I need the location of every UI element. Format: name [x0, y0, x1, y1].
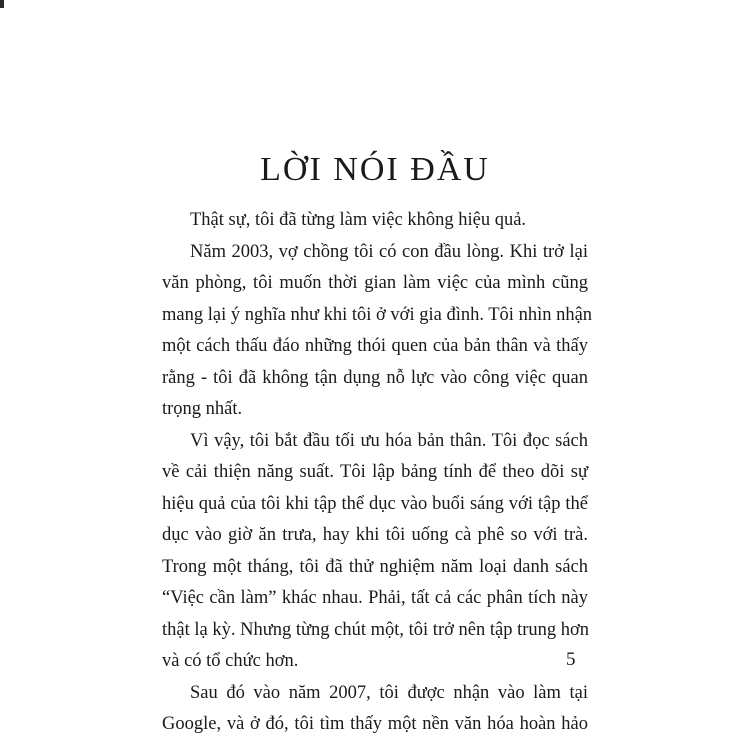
body-text	[162, 205, 593, 741]
text-line: trọng nhất.	[162, 399, 243, 419]
text-line: Trong một tháng, tôi đã thử nghiệm năm loại danh sách	[162, 556, 588, 577]
text-line: hiệu quả của tôi khi tập thể dục vào buổi sáng với tập thể	[162, 493, 588, 514]
text-line: rằng - tôi đã không tận dụng nỗ lực vào công việc quan	[162, 367, 588, 388]
text-line: “Việc cần làm” khác nhau. Phải, tất cả các phân tích này	[162, 588, 588, 608]
text-line: Sau đó vào năm 2007, tôi được nhận vào làm tại	[190, 682, 588, 703]
text-line: Google, và ở đó, tôi tìm thấy một nền văn hóa hoàn hảo	[162, 714, 588, 734]
text-line: và có tổ chức hơn.	[162, 651, 299, 671]
scan-edge-mark	[0, 0, 4, 8]
text-line: mang lại ý nghĩa như khi tôi ở với gia đình. Tôi nhìn nhận	[162, 304, 593, 325]
text-line: Thật sự, tôi đã từng làm việc không hiệu quả.	[190, 210, 527, 230]
text-line: về cải thiện năng suất. Tôi lập bảng tính để theo dõi sự	[162, 462, 588, 482]
text-line: thật lạ kỳ. Nhưng từng chút một, tôi trở nên tập trung hơn	[162, 619, 590, 640]
text-line: Vì vậy, tôi bắt đầu tối ưu hóa bản thân. Tôi đọc sách	[190, 430, 588, 451]
text-line: văn phòng, tôi muốn thời gian làm việc của mình cũng	[162, 273, 588, 293]
text-line: Năm 2003, vợ chồng tôi có con đầu lòng. Khi trở lại	[190, 241, 588, 262]
chapter-title: LỜI NÓI ĐẦU	[260, 151, 490, 188]
text-line: một cách thấu đáo những thói quen của bản thân và thấy	[162, 336, 588, 356]
page-number: 5	[566, 649, 576, 670]
text-line: dục vào giờ ăn trưa, hay khi tôi uống cà phê so với trà.	[162, 525, 588, 545]
